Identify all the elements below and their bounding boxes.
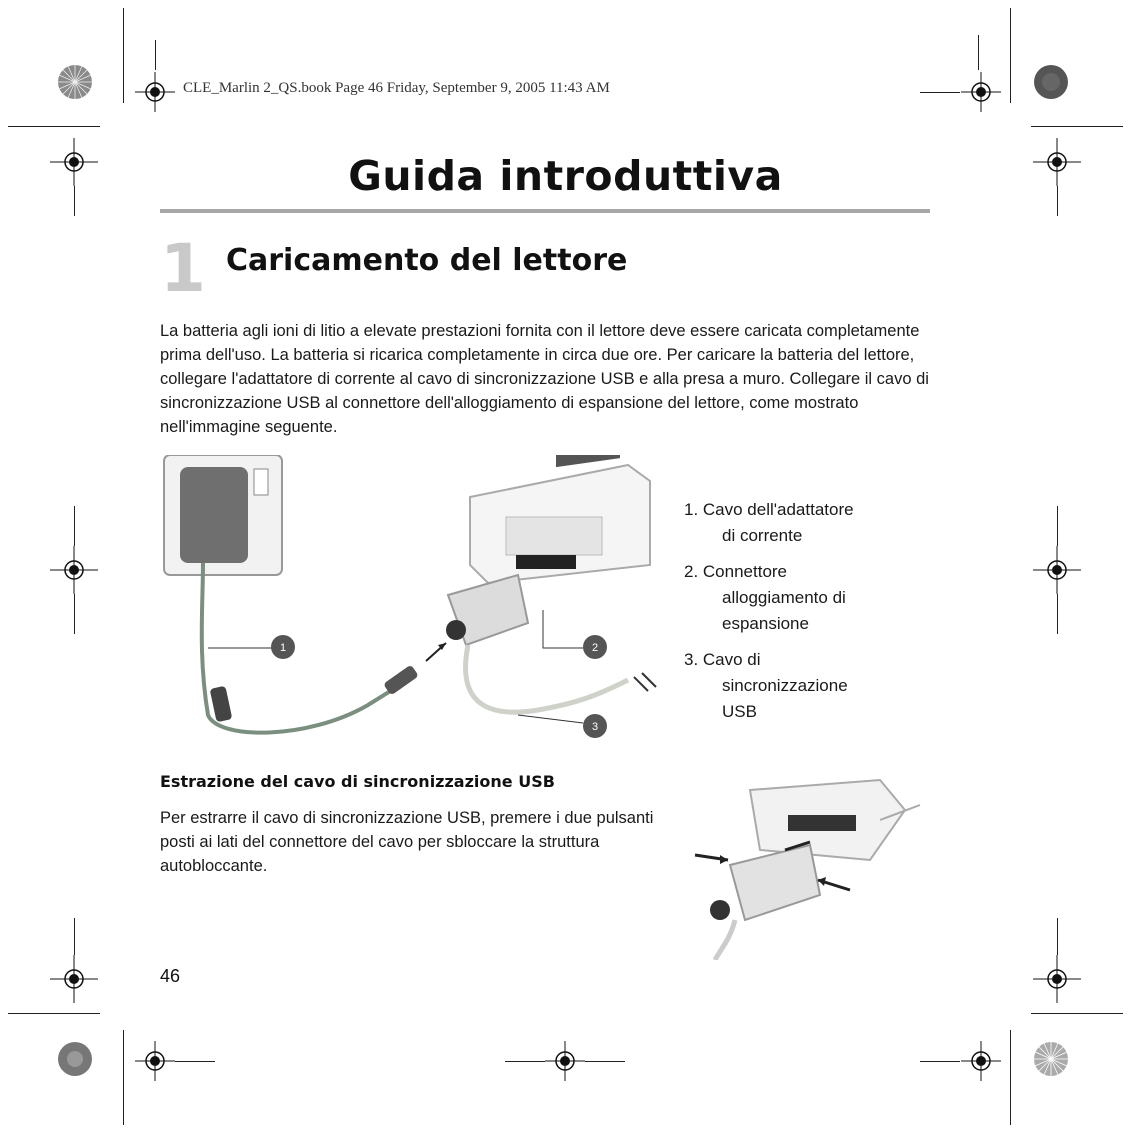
callout-marker	[270, 634, 296, 660]
callout-item	[684, 647, 944, 725]
subsection-text: Per estrarre il cavo di sincronizzazione USB, premere i due pulsanti posti ai lati del connettore del cavo per sbloccare la struttura autobloccante.	[160, 809, 654, 875]
callout-list	[684, 497, 944, 735]
unplug-illustration	[690, 770, 930, 960]
title-rule	[160, 209, 930, 213]
crosshair-icon	[961, 1041, 1001, 1081]
crosshair-icon	[135, 1041, 175, 1081]
callout-first-line: 2. Connettore	[684, 562, 788, 581]
marker-label: 2	[591, 642, 599, 654]
crosshair-icon	[961, 72, 1001, 112]
color-rosette-icon	[1033, 64, 1069, 100]
intro-paragraph: La batteria agli ioni di litio a elevate prestazioni fornita con il lettore deve essere caricata completamente prima dell'uso. La batteria si ricarica completamente in circa due ore. Per caricare la batteria del lettore, collegare l'adattatore di corrente al cavo di sincronizzazione USB e alla presa a muro. Collegare il cavo di sincronizzazione USB al connettore dell'alloggiamento di espansione del lettore, come mostrato nell'immagine seguente.	[160, 322, 929, 436]
callout-marker	[582, 713, 608, 739]
crosshair-icon	[135, 72, 175, 112]
callout-item	[684, 497, 944, 549]
charging-illustration	[158, 455, 658, 755]
crosshair-icon	[545, 1041, 585, 1081]
print-slug: CLE_Marlin 2_QS.book Page 46 Friday, September 9, 2005 11:43 AM	[183, 80, 610, 96]
color-rosette-icon	[57, 64, 93, 100]
marker-label: 1	[279, 642, 287, 654]
color-rosette-icon	[1033, 1041, 1069, 1077]
callout-line: espansione	[722, 614, 809, 633]
crosshair-icon	[1033, 546, 1081, 594]
callout-first-line: 1. Cavo dell'adattatore	[684, 500, 854, 519]
callout-line: alloggiamento di	[722, 588, 846, 607]
section-title: Caricamento del lettore	[226, 243, 628, 278]
callout-first-line: 3. Cavo di	[684, 650, 761, 669]
callout-line: USB	[722, 702, 757, 721]
callout-line: sincronizzazione	[722, 676, 848, 695]
callout-item	[684, 559, 944, 637]
marker-label: 3	[591, 721, 599, 733]
color-rosette-icon	[57, 1041, 93, 1077]
page-number: 46	[160, 966, 181, 986]
callout-marker	[582, 634, 608, 660]
crosshair-icon	[50, 546, 98, 594]
page-title: Guida introduttiva	[348, 152, 783, 200]
callout-line: di corrente	[722, 526, 803, 545]
crosshair-icon	[50, 955, 98, 1003]
crosshair-icon	[1033, 955, 1081, 1003]
subsection-heading: Estrazione del cavo di sincronizzazione USB	[160, 772, 555, 791]
step-number: 1	[160, 230, 206, 307]
